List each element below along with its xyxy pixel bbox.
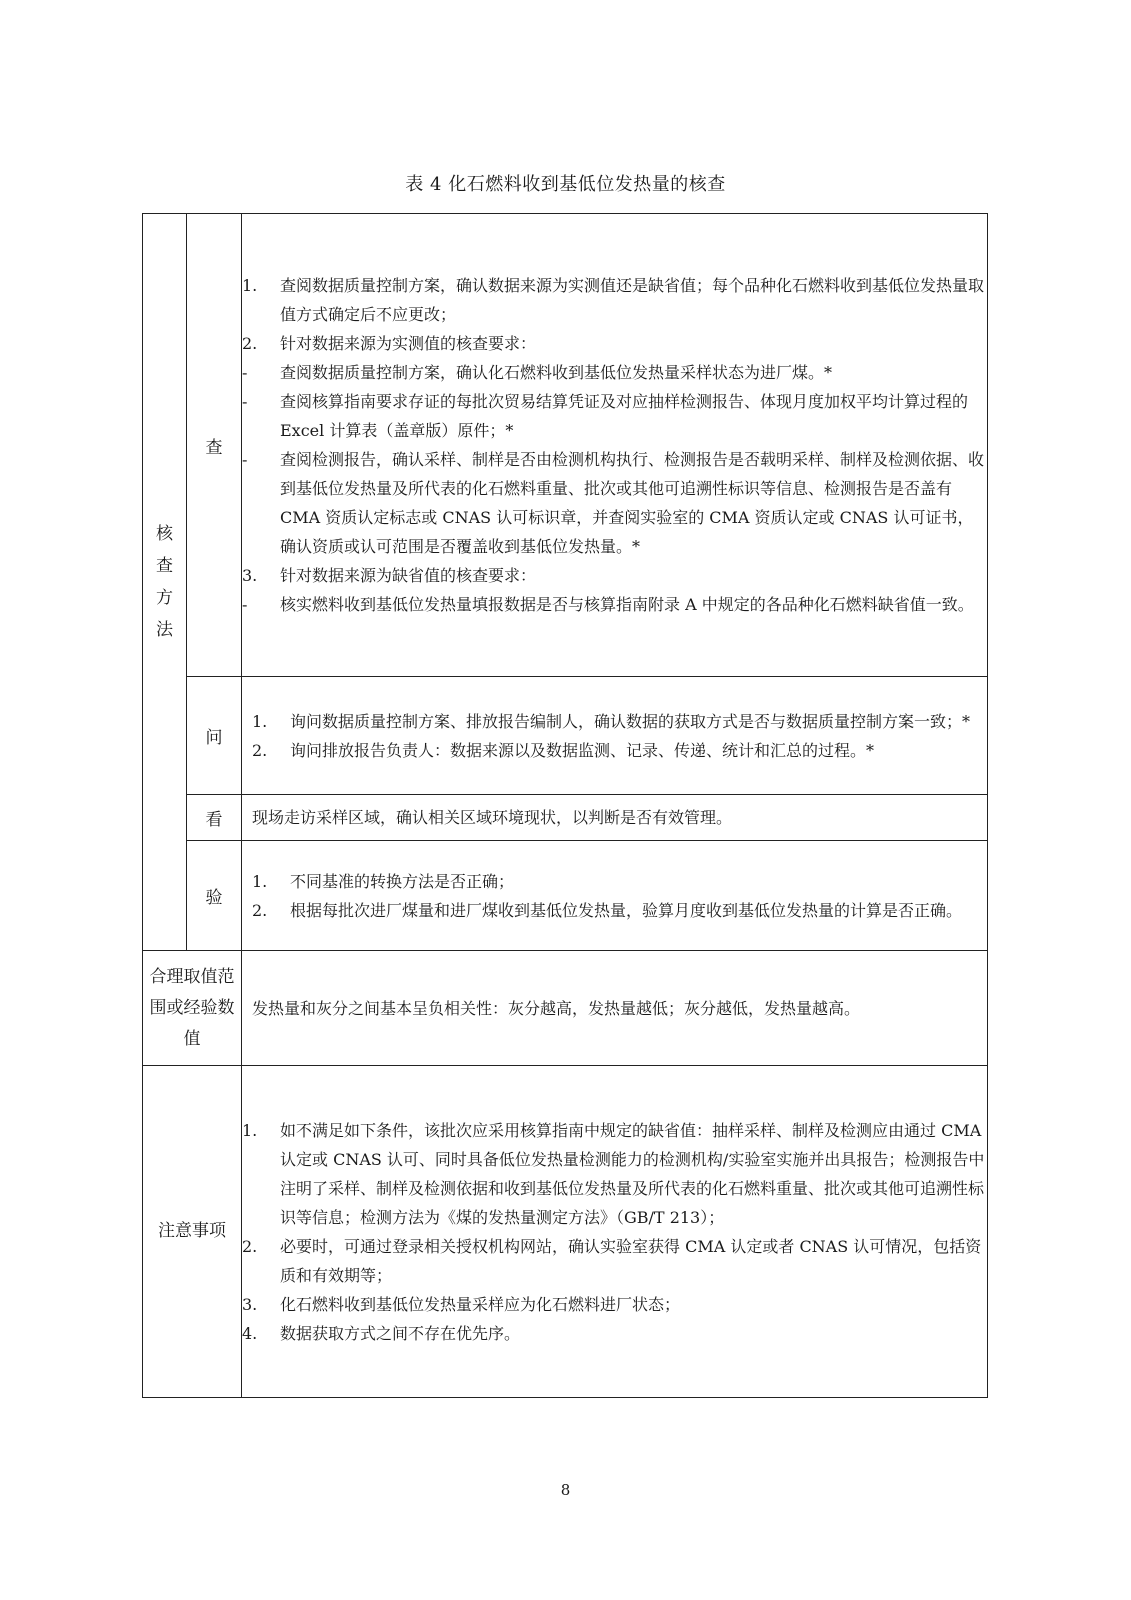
notes-content <box>242 1066 988 1398</box>
list-item: 2. 针对数据来源为实测值的核查要求： <box>242 334 537 353</box>
list-item: 3. 化石燃料收到基低位发热量采样应为化石燃料进厂状态； <box>242 1294 681 1314</box>
method-label-look: 看 <box>187 795 242 841</box>
method-row-ask <box>143 677 988 795</box>
list-item: 1. 不同基准的转换方法是否正确； <box>252 871 515 891</box>
range-label: 合理取值范围或经验数值 <box>143 951 242 1066</box>
section-label: 核查方法 <box>156 524 173 640</box>
method-label-ask: 问 <box>187 677 242 795</box>
list-item: 2. 询问排放报告负责人：数据来源以及数据监测、记录、传递、统计和汇总的过程。* <box>252 740 875 760</box>
list-item: - 核实燃料收到基低位发热量填报数据是否与核算指南附录 A 中规定的各品种化石燃料缺省值一致。 <box>242 595 974 614</box>
method-content-look: 现场走访采样区域，确认相关区域环境现状，以判断是否有效管理。 <box>242 795 988 841</box>
list-item: - 查阅数据质量控制方案，确认化石燃料收到基低位发热量采样状态为进厂煤。* <box>242 363 833 382</box>
method-row-look <box>143 795 988 841</box>
method-label-verify: 验 <box>187 841 242 951</box>
list-item: 3. 针对数据来源为缺省值的核查要求： <box>242 566 537 585</box>
list-item: 1. 询问数据质量控制方案、排放报告编制人，确认数据的获取方式是否与数据质量控制方案一致；* <box>252 711 971 731</box>
list-item: 1. 查阅数据质量控制方案，确认数据来源为实测值还是缺省值；每个品种化石燃料收到基低位发热量取值方式确定后不应更改； <box>242 276 985 324</box>
method-row-verify <box>143 841 988 951</box>
verification-table <box>142 213 988 1398</box>
table-title: 表 4 化石燃料收到基低位发热量的核查 <box>405 174 726 195</box>
section-label-cell <box>143 214 187 951</box>
method-content-ask <box>242 677 988 795</box>
list-item: - 查阅检测报告，确认采样、制样是否由检测机构执行、检测报告是否载明采样、制样及检测依据、收到基低位发热量及所代表的化石燃料重量、批次或其他可追溯性标识等信息、检测报告是否盖有 CMA 资质认定标志或 CNAS 认可标识章，并查阅实验室的 CMA 资质认定或 CNAS 认可证书，确认资质或认可范围是否覆盖收到基低位发热量。* <box>242 450 985 556</box>
range-row <box>143 951 988 1066</box>
list-item: 4. 数据获取方式之间不存在优先序。 <box>242 1323 521 1343</box>
method-content-verify <box>242 841 988 951</box>
method-content-check <box>242 214 988 677</box>
list-item: 2. 根据每批次进厂煤量和进厂煤收到基低位发热量，验算月度收到基低位发热量的计算是否正确。 <box>252 900 963 920</box>
notes-label: 注意事项 <box>143 1066 242 1398</box>
list-item: 2. 必要时，可通过登录相关授权机构网站，确认实验室获得 CMA 认定或者 CNAS 认可情况，包括资质和有效期等； <box>242 1236 982 1285</box>
page-number: 8 <box>560 1481 571 1499</box>
method-label-check: 查 <box>187 214 242 677</box>
list-item: 1. 如不满足如下条件，该批次应采用核算指南中规定的缺省值：抽样采样、制样及检测应由通过 CMA 认定或 CNAS 认可、同时具备低位发热量检测能力的检测机构/实验室实施并出具报告；检测报告中注明了采样、制样及检测依据和收到基低位发热量及所代表的化石燃料重量、批次或其他可追溯性标识等信息；检测方法为《煤的发热量测定方法》（GB/T 213）； <box>242 1120 985 1227</box>
method-row-check <box>143 214 988 677</box>
list-item: - 查阅核算指南要求存证的每批次贸易结算凭证及对应抽样检测报告、体现月度加权平均计算过程的 Excel 计算表（盖章版）原件；* <box>242 392 969 440</box>
notes-row <box>143 1066 988 1398</box>
range-content: 发热量和灰分之间基本呈负相关性：灰分越高，发热量越低；灰分越低，发热量越高。 <box>242 951 988 1066</box>
